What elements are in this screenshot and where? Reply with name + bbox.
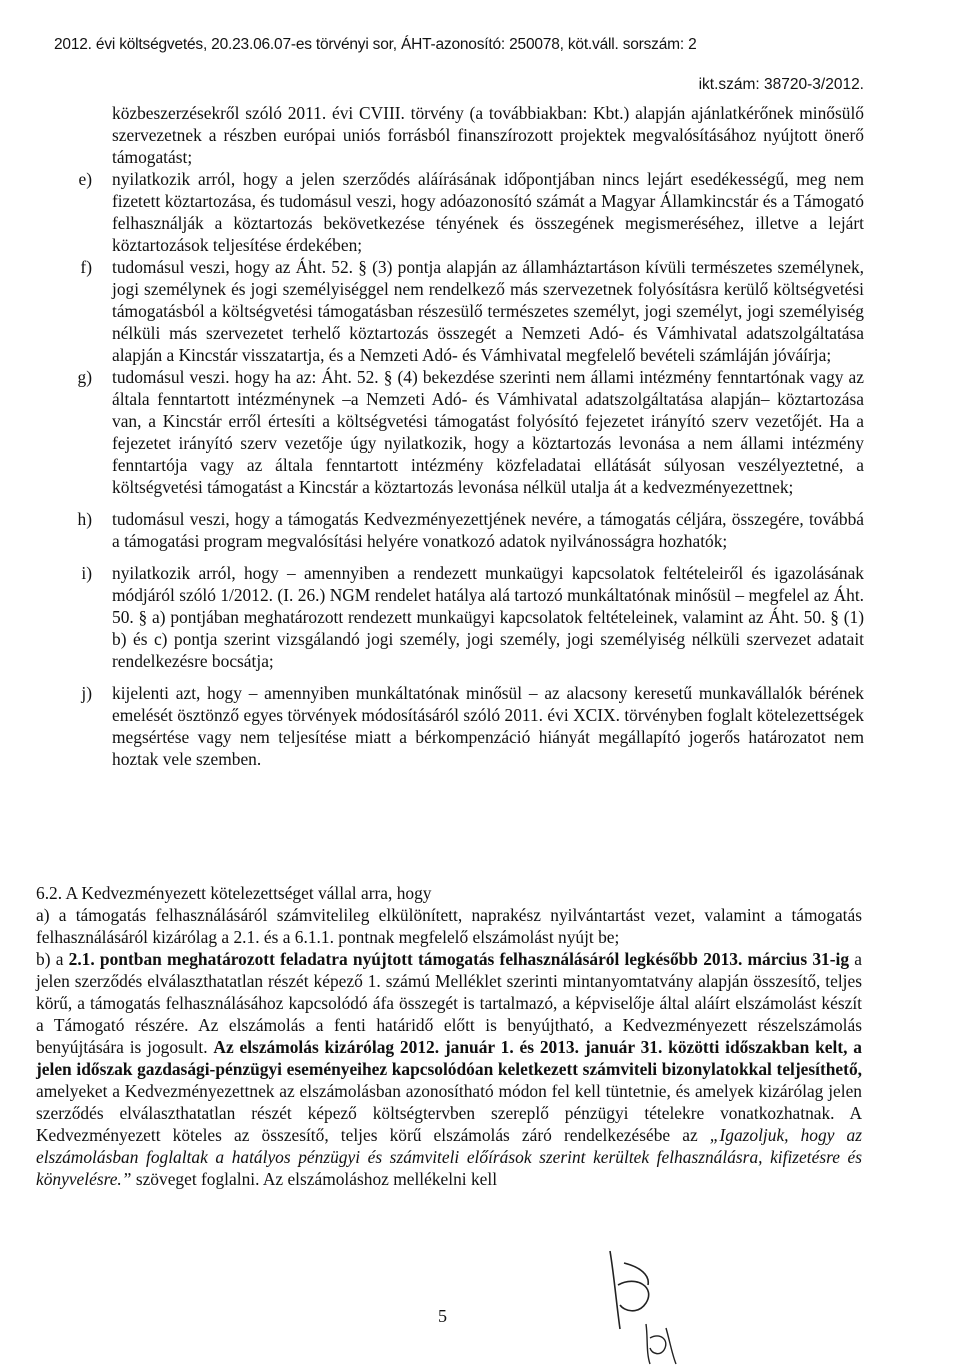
point-b-deadline: 2.1. pontban meghatározott feladatra nyújtott támogatás felhasználásáról legkésőbb 2013. március 31-ig — [68, 949, 850, 969]
list-item-label: f) — [80, 257, 92, 277]
document-header: 2012. évi költségvetés, 20.23.06.07-es törvényi sor, ÁHT-azonosító: 250078, köt.váll. sorszám: 2 — [54, 36, 697, 53]
list-item-label: j) — [81, 683, 92, 703]
reference-number: ikt.szám: 38720-3/2012. — [698, 76, 864, 93]
list-item-e — [78, 168, 864, 256]
section-heading: 6.2. A Kedvezményezett kötelezettséget vállal arra, hogy — [36, 883, 432, 903]
list-item-label: g) — [77, 367, 92, 387]
obligations-list — [77, 102, 864, 770]
list-item-h — [77, 508, 864, 552]
list-item-text: tudomásul veszi. hogy ha az: Áht. 52. § (4) bekezdése szerinti nem állami intézmény fenntartónak vagy az általa fenntartott intézménynek –a Nemzeti Adó- és Vámhivatal adatszolgáltatása alapján– köztartozása van, a Kincstár erről értesíti a költségvetési támogatást folyósító fejezetet irányító szerv vezetőjét. Ha a fejezetet irányító szerv vezetője úgy nyilatkozik, hogy a köztartozás levonása a nem állami intézmény fenntartója vagy az általa fenntartott intézmény közfeladatai ellátását súlyosan veszélyeztetné, a költségvetési támogatást a Kincstár a köztartozás levonása nélkül utalja át a kedvezményezettnek; — [112, 367, 864, 497]
point-b-quote: „Igazoljuk, hogy az elszámolásban foglaltak a hatályos pénzügyi és számviteli előírások szerint kerültek felhasználásra, kifizetésre és könyvelésre.” — [36, 1125, 862, 1189]
section-point-a: a) a támogatás felhasználásáról számvitelileg elkülönített, naprakész nyilvántartást vezet, valamint a támogatás felhasználásáról kizárólag a 2.1. és a 6.1.1. pontnak megfelelő elszámolást nyújt be; — [36, 905, 862, 947]
list-item-text: tudomásul veszi, hogy a támogatás Kedvezményezettjének nevére, a támogatás céljára, összegére, továbbá a támogatási program megvalósítási helyére vonatkozó adatok nyilvánosságra hozhatók; — [112, 509, 864, 551]
point-b-prefix: b) a — [36, 949, 64, 969]
list-intro: közbeszerzésekről szóló 2011. évi CVIII. törvény (a továbbiakban: Kbt.) alapján ajánlatkérőnek minősülő szervezetnek a részben európai uniós forrásból finanszírozott projektek megvalósításához nyújtott önerő támogatást; — [112, 103, 864, 167]
section-6-2 — [36, 882, 862, 1190]
list-item-text: kijelenti azt, hogy – amennyiben munkáltatónak minősül – az alacsony keresetű munkavállalók bérének emelését ösztönző egyes törvények módosításáról szóló 2011. évi XCIX. törvényben foglalt kötelezettségek megsértése vagy nem teljesítése miatt a bérkompenzáció hiányát megállapító jogerős határozatot nem hoztak vele szemben. — [112, 683, 864, 769]
page-number: 5 — [438, 1306, 447, 1326]
list-item-label: h) — [77, 509, 92, 529]
list-item-text: nyilatkozik arról, hogy – amennyiben a rendezett munkaügyi kapcsolatok feltételeiről és igazolásának módjáról szóló 1/2012. (I. 26.) NGM rendelet hatálya alá tartozó munkáltatónak minősül – megfelel az Áht. 50. § a) pontjában meghatározott rendezett munkaügyi kapcsolatok feltételeinek, valamint az Áht. 50. § (1) b) és c) pontja szerint vizsgálandó jogi személy, jogi személy, jogi személyiség nélküli szervezet adatait rendelkezésre bocsátja; — [112, 563, 864, 671]
point-b-period: Az elszámolás kizárólag 2012. január 1. és 2013. január 31. közötti időszakban kelt, a jelen időszak gazdasági-pénzügyi eseményeihez kapcsolódóan keletkezett számviteli bizonylatokkal teljesíthető, — [36, 1037, 862, 1079]
list-item-f — [80, 256, 864, 366]
list-item-i — [81, 562, 864, 672]
point-b-body: a jelen szerződés elválaszthatatlan részét képező 1. számú Melléklet szerinti mintanyomtatvány alapján összesítő, teljes körű, a támogatás felhasználásához kapcsolódó áfa összegét is tartalmazó, a képviselője által aláírt elszámolást készít a Támogató részére. Az elszámolás a fenti határidő előtt is benyújtható, a Kedvezményezett részelszámolás benyújtására is jogosult. — [36, 949, 862, 1057]
list-item-g — [77, 366, 864, 498]
list-item-label: e) — [78, 169, 92, 189]
point-b-end: szöveget foglalni. Az elszámoláshoz mellékelni kell — [135, 1169, 498, 1189]
list-item-j — [81, 682, 864, 770]
initials-signature-icon — [636, 1318, 686, 1368]
list-item-text: tudomásul veszi, hogy az Áht. 52. § (3) pontja alapján az államháztartáson kívüli természetes személynek, jogi személynek és jogi személyiséggel nem rendelkező más szervezetnek folyósításra kerülő költségvetési támogatásból a költségvetési támogatásban részesülő természetes személyt, jogi személyt, jogi személyiség nélküli más szervezetet terhelő köztartozás összegét a Nemzeti Adó- és Vámhivatal adatszolgáltatása alapján a Kincstár visszatartja, és a Nemzeti Adó- és Vámhivatal megfelelő bevételi számláján jóváírja; — [112, 257, 864, 365]
section-point-b — [36, 948, 862, 1190]
list-item-text: nyilatkozik arról, hogy a jelen szerződés aláírásának időpontjában nincs lejárt esedékességű, meg nem fizetett köztartozása, és tudomásul veszi, hogy adóazonosító számát a Magyar Államkincstár és a Támogató felhasználják a köztartozás bekövetkezése tényének és összegének megismeréséhez, illetve a lejárt köztartozások teljesítése érdekében; — [112, 169, 864, 255]
list-item-label: i) — [81, 563, 92, 583]
point-b-rest: amelyeket a Kedvezményezettnek az elszámolásban azonosítható módon fel kell tüntetnie, és amelyek kizárólag jelen szerződés elválaszthatatlan részét képező költségtervben szereplő pénzügyi tételekre vonatkozhatnak. A Kedvezményezett köteles az összesítő, teljes körű elszámolás záró rendelkezésébe az — [36, 1081, 862, 1145]
